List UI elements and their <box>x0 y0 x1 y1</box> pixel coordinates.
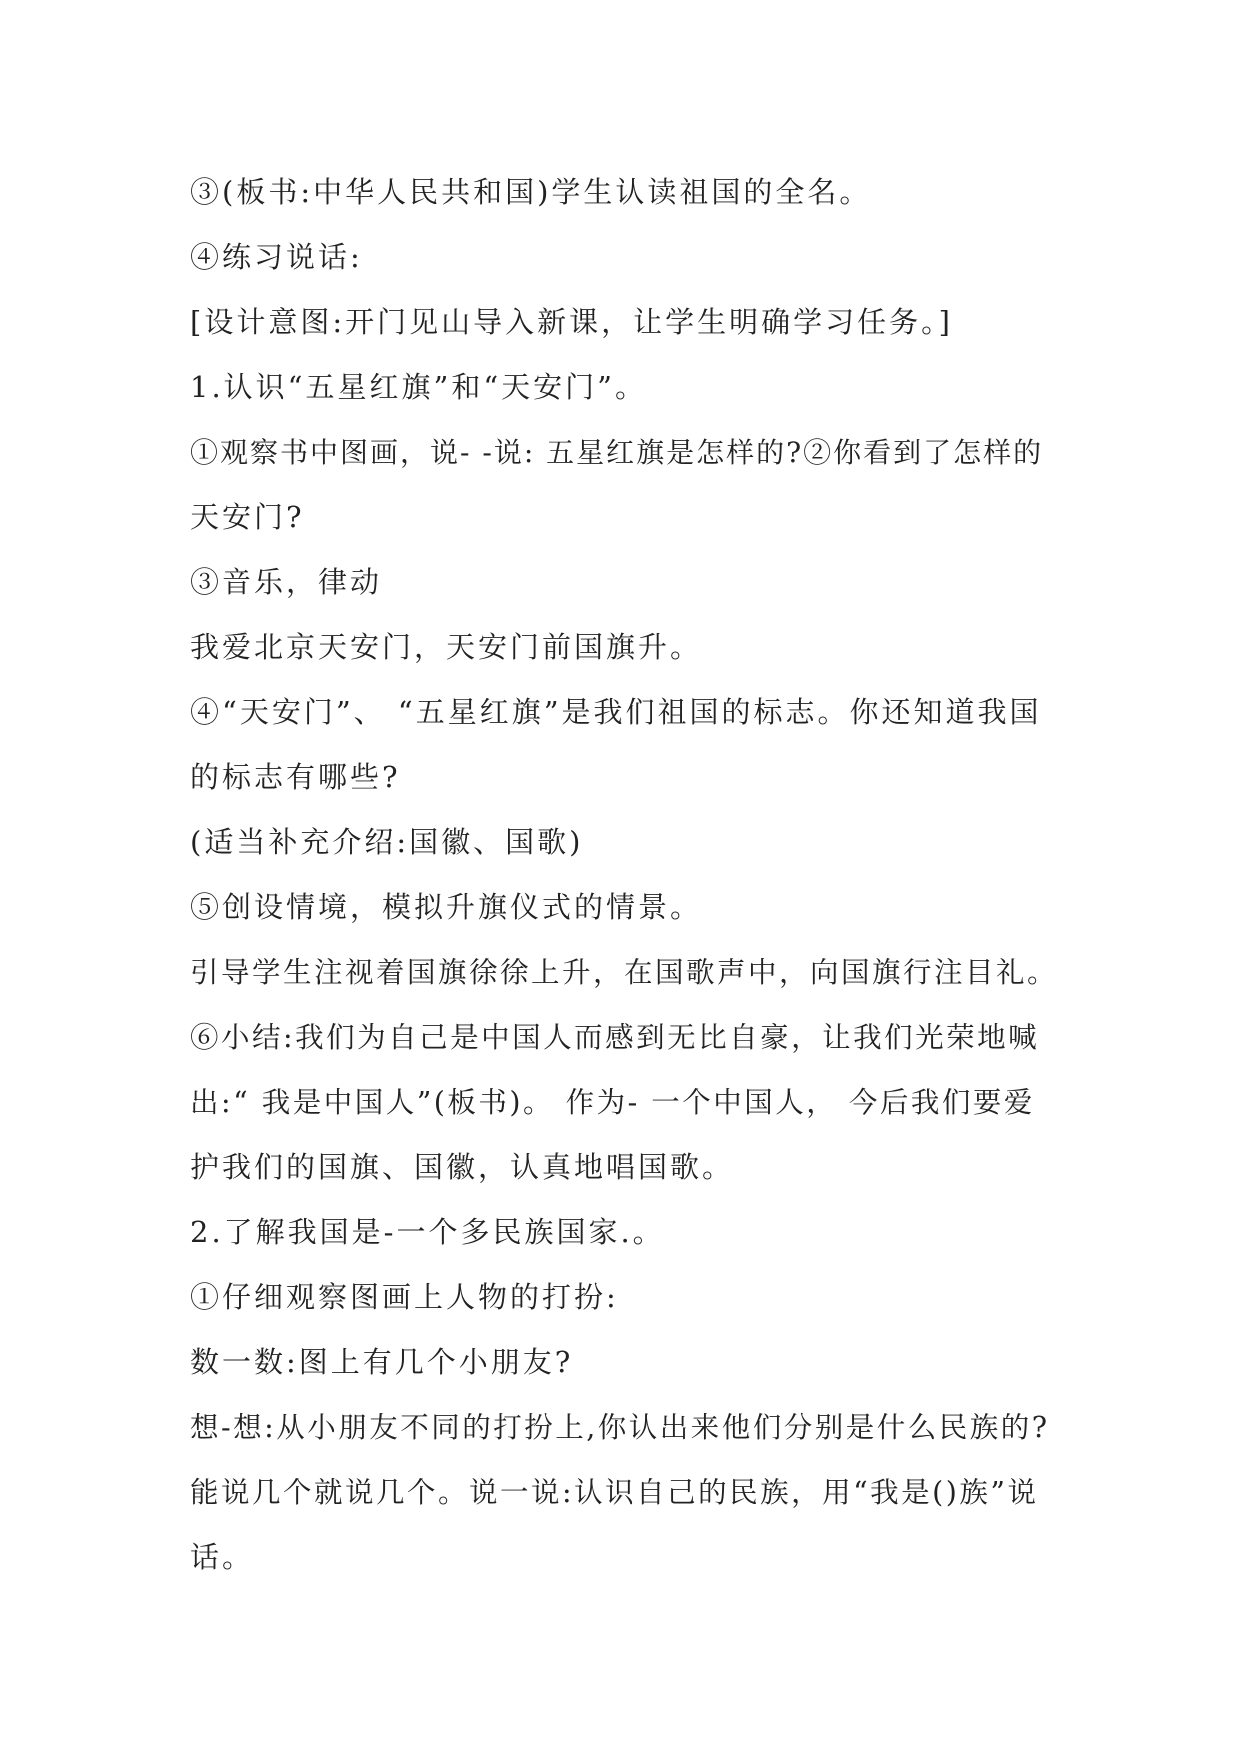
text-line: 数一数:图上有几个小朋友? <box>190 1345 574 1379</box>
text-line: 1.认识“五星红旗”和“天安门”。 <box>190 370 647 404</box>
document-body <box>190 160 1060 1590</box>
text-line: ①观察书中图画，说- -说: 五星红旗是怎样的?②你看到了怎样的 <box>190 436 1044 469</box>
text-line: ③音乐，律动 <box>190 565 383 599</box>
text-line: (适当补充介绍:国徽、国歌) <box>190 825 584 859</box>
text-line: ⑥小结:我们为自己是中国人而感到无比自豪，让我们光荣地喊 <box>190 1021 1040 1054</box>
text-line: 能说几个就说几个。说一说:认识自己的民族，用“我是()族”说 <box>190 1476 1039 1509</box>
text-line: ④练习说话: <box>190 240 363 274</box>
text-line: 护我们的国旗、国徽，认真地唱国歌。 <box>190 1150 735 1184</box>
text-line: ⑤创设情境，模拟升旗仪式的情景。 <box>190 890 703 924</box>
text-line: 出:“ 我是中国人”(板书)。 作为- 一个中国人， 今后我们要爱 <box>190 1086 1035 1119</box>
text-line: ①仔细观察图画上人物的打扮: <box>190 1280 619 1314</box>
text-line: ④“天安门”、 “五星红旗”是我们祖国的标志。你还知道我国 <box>190 695 1042 729</box>
text-line: 天安门? <box>190 500 305 534</box>
text-line: 话。 <box>190 1540 255 1574</box>
text-line: [设计意图:开门见山导入新课，让学生明确学习任务。] <box>190 305 953 339</box>
text-line: ③(板书:中华人民共和国)学生认读祖国的全名。 <box>190 175 872 209</box>
text-line: 2.了解我国是-一个多民族国家.。 <box>190 1215 665 1249</box>
text-line: 我爱北京天安门，天安门前国旗升。 <box>190 630 703 664</box>
text-line: 的标志有哪些? <box>190 760 401 794</box>
text-line: 想-想:从小朋友不同的打扮上,你认出来他们分别是什么民族的? <box>190 1411 1050 1444</box>
text-line: 引导学生注视着国旗徐徐上升，在国歌声中，向国旗行注目礼。 <box>190 956 1059 989</box>
